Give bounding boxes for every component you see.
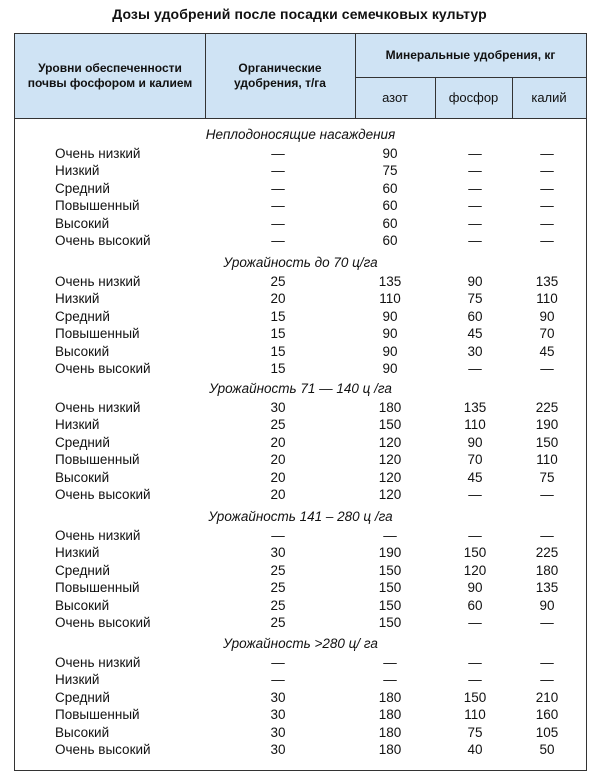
phosphorus-cell: — (468, 487, 482, 502)
potassium-cell: — (540, 163, 554, 179)
organic-cell: 25 (270, 597, 286, 613)
level-cell: Очень низкий (55, 400, 141, 415)
nitrogen-cell: 180 (378, 742, 402, 757)
potassium-cell: 90 (539, 597, 555, 613)
organic-cell: 30 (270, 742, 286, 757)
organic-cell: — (271, 146, 285, 161)
level-cell: Низкий (55, 545, 100, 561)
organic-cell: 15 (270, 361, 286, 376)
phosphorus-cell: — (468, 361, 482, 376)
potassium-cell: 190 (535, 417, 559, 433)
organic-cell: — (271, 163, 285, 179)
table-row (15, 469, 586, 486)
potassium-cell: — (540, 180, 554, 196)
section-heading: Неплодоносящие насаждения (205, 127, 396, 142)
header-organic: Органические удобрения, т/га (234, 61, 326, 90)
level-cell: Очень высокий (55, 361, 151, 376)
table-row (15, 325, 586, 342)
level-cell: Повышенный (55, 707, 140, 723)
organic-cell: — (271, 180, 285, 196)
phosphorus-cell: — (468, 672, 482, 688)
potassium-cell: 110 (536, 291, 558, 307)
nitrogen-cell: 75 (382, 163, 398, 179)
phosphorus-cell: 75 (467, 291, 483, 307)
organic-cell: 25 (270, 615, 286, 630)
level-cell: Очень низкий (55, 528, 141, 543)
level-cell: Очень высокий (55, 615, 151, 630)
organic-cell: 15 (270, 308, 286, 324)
potassium-cell: — (540, 361, 554, 376)
level-cell: Низкий (55, 417, 100, 433)
level-cell: Очень высокий (55, 233, 151, 248)
phosphorus-cell: 45 (467, 326, 483, 342)
organic-cell: — (271, 198, 285, 214)
potassium-cell: — (540, 672, 554, 688)
section-heading: Урожайность до 70 ц/га (223, 255, 378, 270)
level-cell: Очень низкий (55, 655, 141, 670)
table-row (15, 343, 586, 360)
potassium-cell: — (540, 528, 554, 543)
potassium-cell: 135 (535, 580, 559, 596)
table-row (15, 451, 586, 468)
phosphorus-cell: 60 (467, 597, 483, 613)
phosphorus-cell: 75 (467, 724, 483, 740)
potassium-cell: 110 (536, 452, 558, 468)
level-cell: Высокий (55, 469, 110, 485)
organic-cell: 20 (270, 487, 286, 502)
level-cell: Очень высокий (55, 487, 151, 502)
header-potassium: калий (531, 90, 567, 105)
header-divider (435, 77, 436, 118)
table-row (15, 308, 586, 325)
organic-cell: 30 (270, 724, 286, 740)
potassium-cell: 160 (535, 707, 559, 723)
level-cell: Средний (55, 562, 110, 578)
organic-cell: 20 (270, 469, 286, 485)
level-cell: Высокий (55, 597, 110, 613)
nitrogen-cell: 60 (382, 233, 398, 248)
phosphorus-cell: — (468, 163, 482, 179)
nitrogen-cell: 120 (378, 434, 402, 450)
organic-cell: — (271, 215, 285, 231)
phosphorus-cell: — (468, 198, 482, 214)
level-cell: Очень низкий (55, 274, 141, 289)
potassium-cell: — (540, 146, 554, 161)
table-row (15, 689, 586, 706)
table-row (15, 416, 586, 433)
phosphorus-cell: 90 (467, 580, 483, 596)
level-cell: Низкий (55, 291, 100, 307)
organic-cell: 20 (270, 291, 286, 307)
phosphorus-cell: 70 (467, 452, 483, 468)
organic-cell: 25 (270, 562, 286, 578)
level-cell: Низкий (55, 672, 100, 688)
level-cell: Средний (55, 434, 110, 450)
table-row (15, 724, 586, 741)
table-row (15, 741, 586, 758)
fertilizer-table (14, 33, 587, 771)
phosphorus-cell: — (468, 146, 482, 161)
table-row (15, 562, 586, 579)
organic-cell: 20 (270, 434, 286, 450)
section-heading: Урожайность 71 — 140 ц /га (209, 381, 392, 396)
potassium-cell: — (540, 487, 554, 502)
level-cell: Высокий (55, 343, 110, 359)
nitrogen-cell: 190 (378, 545, 402, 561)
organic-cell: 20 (270, 452, 286, 468)
potassium-cell: 90 (539, 308, 555, 324)
table-row (15, 597, 586, 614)
organic-cell: 15 (270, 326, 286, 342)
phosphorus-cell: 120 (463, 562, 487, 578)
organic-cell: 30 (270, 400, 286, 415)
phosphorus-cell: 60 (467, 308, 483, 324)
section-heading: Урожайность >280 ц/ га (223, 636, 378, 651)
table-row (15, 614, 586, 631)
level-cell: Высокий (55, 724, 110, 740)
level-cell: Средний (55, 689, 110, 705)
nitrogen-cell: 180 (378, 724, 402, 740)
nitrogen-cell: 120 (378, 469, 402, 485)
nitrogen-cell: 120 (378, 452, 402, 468)
table-row (15, 162, 586, 179)
table-row (15, 290, 586, 307)
potassium-cell: 75 (539, 469, 555, 485)
nitrogen-cell: 90 (382, 326, 398, 342)
nitrogen-cell: 60 (382, 198, 398, 214)
organic-cell: 15 (270, 343, 286, 359)
phosphorus-cell: — (468, 528, 482, 543)
potassium-cell: — (540, 655, 554, 670)
table-row (15, 671, 586, 688)
nitrogen-cell: 110 (379, 291, 401, 307)
table-row (15, 399, 586, 416)
nitrogen-cell: 150 (378, 562, 402, 578)
table-row (15, 215, 586, 232)
potassium-cell: — (540, 215, 554, 231)
table-row (15, 654, 586, 671)
table-row (15, 232, 586, 249)
potassium-cell: 180 (535, 562, 559, 578)
nitrogen-cell: 150 (378, 580, 402, 596)
nitrogen-cell: 120 (378, 487, 402, 502)
table-row (15, 360, 586, 377)
nitrogen-cell: 90 (382, 343, 398, 359)
header-divider (512, 77, 513, 118)
phosphorus-cell: 45 (467, 469, 483, 485)
section-heading: Урожайность 141 – 280 ц /га (208, 509, 393, 524)
nitrogen-cell: 180 (378, 400, 402, 415)
organic-cell: 25 (270, 274, 286, 289)
level-cell: Очень низкий (55, 146, 141, 161)
nitrogen-cell: 60 (382, 215, 398, 231)
phosphorus-cell: 40 (467, 742, 483, 757)
header-divider (355, 77, 586, 78)
organic-cell: 25 (270, 417, 286, 433)
header-phosphorus: фосфор (448, 90, 499, 105)
phosphorus-cell: — (468, 655, 482, 670)
header-divider (205, 34, 206, 118)
table-row (15, 145, 586, 162)
nitrogen-cell: 90 (382, 308, 398, 324)
header-nitrogen: азот (382, 90, 408, 105)
phosphorus-cell: 150 (463, 545, 487, 561)
phosphorus-cell: 110 (464, 707, 486, 723)
nitrogen-cell: — (383, 672, 397, 688)
table-row (15, 434, 586, 451)
organic-cell: 30 (270, 689, 286, 705)
potassium-cell: 70 (539, 326, 555, 342)
level-cell: Повышенный (55, 452, 140, 468)
nitrogen-cell: 150 (378, 615, 402, 630)
phosphorus-cell: 90 (467, 434, 483, 450)
header-divider (355, 34, 356, 118)
organic-cell: — (271, 233, 285, 248)
table-header (15, 34, 586, 119)
potassium-cell: 50 (539, 742, 555, 757)
level-cell: Низкий (55, 163, 100, 179)
organic-cell: 30 (270, 707, 286, 723)
table-row (15, 273, 586, 290)
level-cell: Очень высокий (55, 742, 151, 757)
phosphorus-cell: 90 (467, 274, 483, 289)
level-cell: Повышенный (55, 580, 140, 596)
phosphorus-cell: 30 (467, 343, 483, 359)
level-cell: Повышенный (55, 326, 140, 342)
table-row (15, 486, 586, 503)
organic-cell: — (271, 528, 285, 543)
page-title: Дозы удобрений после посадки семечковых культур (112, 6, 487, 22)
level-cell: Высокий (55, 215, 110, 231)
organic-cell: — (271, 672, 285, 688)
nitrogen-cell: 180 (378, 689, 402, 705)
header-mineral: Минеральные удобрения, кг (385, 48, 556, 62)
organic-cell: 25 (270, 580, 286, 596)
organic-cell: 30 (270, 545, 286, 561)
header-level: Уровни обеспеченности почвы фосфором и калием (27, 61, 193, 90)
table-row (15, 180, 586, 197)
level-cell: Средний (55, 180, 110, 196)
potassium-cell: — (540, 233, 554, 248)
nitrogen-cell: 60 (382, 180, 398, 196)
nitrogen-cell: — (383, 655, 397, 670)
level-cell: Повышенный (55, 198, 140, 214)
nitrogen-cell: 150 (378, 417, 402, 433)
potassium-cell: 45 (539, 343, 555, 359)
phosphorus-cell: — (468, 215, 482, 231)
phosphorus-cell: — (468, 615, 482, 630)
phosphorus-cell: 150 (463, 689, 487, 705)
nitrogen-cell: 150 (378, 597, 402, 613)
table-row (15, 527, 586, 544)
potassium-cell: 210 (535, 689, 559, 705)
table-row (15, 706, 586, 723)
potassium-cell: 225 (535, 400, 559, 415)
phosphorus-cell: — (468, 233, 482, 248)
level-cell: Средний (55, 308, 110, 324)
nitrogen-cell: 90 (382, 361, 398, 376)
table-row (15, 197, 586, 214)
organic-cell: — (271, 655, 285, 670)
phosphorus-cell: 110 (464, 417, 486, 433)
potassium-cell: 135 (535, 274, 559, 289)
nitrogen-cell: 135 (378, 274, 402, 289)
potassium-cell: 105 (535, 724, 559, 740)
table-row (15, 544, 586, 561)
potassium-cell: 225 (535, 545, 559, 561)
potassium-cell: — (540, 615, 554, 630)
nitrogen-cell: 180 (378, 707, 402, 723)
phosphorus-cell: 135 (463, 400, 487, 415)
potassium-cell: 150 (535, 434, 559, 450)
nitrogen-cell: — (383, 528, 397, 543)
nitrogen-cell: 90 (382, 146, 398, 161)
phosphorus-cell: — (468, 180, 482, 196)
potassium-cell: — (540, 198, 554, 214)
table-row (15, 579, 586, 596)
